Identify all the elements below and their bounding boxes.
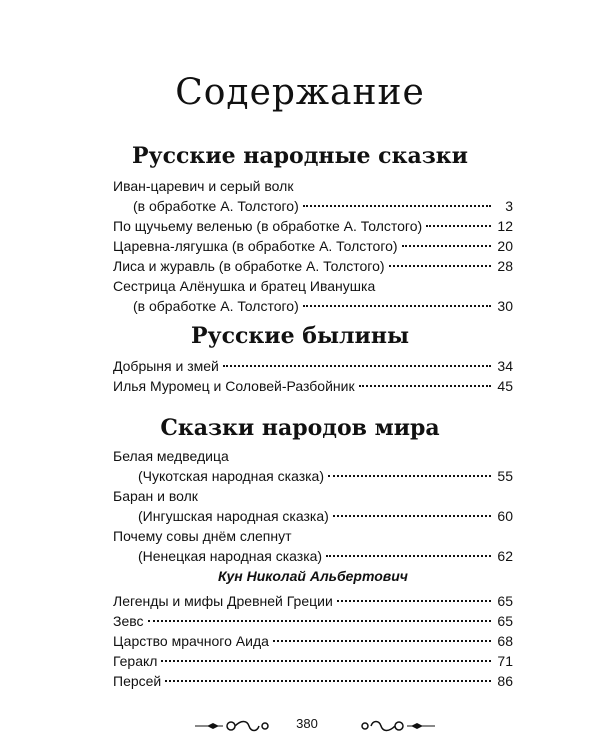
dot-leader [273,640,491,642]
entry-title: Зевс [113,613,144,629]
toc-entry[interactable] [113,486,513,506]
dot-leader [402,245,491,247]
entry-title: Геракл [113,653,158,669]
toc-entry[interactable] [113,256,513,276]
entry-title: Лиса и журавль (в обработке А. Толстого) [113,258,385,274]
toc-entry[interactable] [133,196,513,216]
entry-title: Легенды и мифы Древней Греции [113,593,333,609]
entry-title: Царевна-лягушка (в обработке А. Толстого) [113,238,398,254]
entry-page-number: 62 [497,548,513,564]
entry-title: Сестрица Алёнушка и братец Иванушка [113,278,376,294]
entry-page-number: 20 [497,238,513,254]
entry-page-number: 55 [497,468,513,484]
page-title: Содержание [175,72,425,113]
entry-title: Добрыня и змей [113,358,219,374]
toc-entry[interactable] [113,631,513,651]
dot-leader [303,205,491,207]
entry-title: (в обработке А. Толстого) [133,198,299,214]
entry-page-number: 68 [497,633,513,649]
toc-entry[interactable] [113,276,513,296]
page-number: 380 [296,716,318,731]
entry-page-number: 12 [497,218,513,234]
dot-leader [161,660,491,662]
dot-leader [426,225,491,227]
dot-leader [303,305,491,307]
author-name: Кун Николай Альбертович [218,568,408,584]
toc-entry[interactable] [138,546,513,566]
entry-page-number: 30 [497,298,513,314]
toc-entry[interactable] [113,591,513,611]
scroll-ornament-icon [357,718,437,734]
entry-title: Иван-царевич и серый волк [113,178,294,194]
entry-title: (Ненецкая народная сказка) [138,548,323,564]
toc-entry[interactable] [113,356,513,376]
dot-leader [333,515,491,517]
toc-entry[interactable] [113,671,513,691]
entry-page-number: 34 [497,358,513,374]
entry-title: Почему совы днём слепнут [113,528,292,544]
entry-title: Илья Муромец и Соловей-Разбойник [113,378,355,394]
toc-entry[interactable] [113,376,513,396]
scroll-ornament-icon [193,718,273,734]
entry-page-number: 86 [497,673,513,689]
entry-page-number: 45 [497,378,513,394]
toc-entry[interactable] [113,236,513,256]
dot-leader [328,475,491,477]
entry-title: Персей [113,673,162,689]
toc-entry[interactable] [133,296,513,316]
section-title-world-tales: Сказки народов мира [160,415,440,441]
entry-title: Царство мрачного Аида [113,633,269,649]
entry-title: По щучьему веленью (в обработке А. Толстого) [113,218,423,234]
dot-leader [359,385,491,387]
entry-page-number: 71 [497,653,513,669]
toc-entry[interactable] [113,446,513,466]
entry-page-number: 65 [497,593,513,609]
entry-page-number: 60 [497,508,513,524]
page-footer [0,712,600,740]
toc-entry[interactable] [113,611,513,631]
toc-entry[interactable] [113,216,513,236]
entry-title: Белая медведица [113,448,229,464]
entry-title: (Чукотская народная сказка) [138,468,324,484]
section-title-russian-epics: Русские былины [191,323,409,349]
dot-leader [223,365,491,367]
toc-entry[interactable] [138,506,513,526]
toc-entry[interactable] [113,651,513,671]
entry-title: (в обработке А. Толстого) [133,298,299,314]
dot-leader [165,680,491,682]
toc-entry[interactable] [138,466,513,486]
entry-title: Баран и волк [113,488,198,504]
dot-leader [148,620,491,622]
entry-page-number: 28 [497,258,513,274]
toc-entry[interactable] [113,526,513,546]
dot-leader [389,265,491,267]
dot-leader [337,600,491,602]
section-title-russian-tales: Русские народные сказки [132,143,468,169]
entry-title: (Ингушская народная сказка) [138,508,329,524]
entry-page-number: 3 [505,198,513,214]
toc-entry[interactable] [113,176,513,196]
entry-page-number: 65 [497,613,513,629]
dot-leader [326,555,491,557]
